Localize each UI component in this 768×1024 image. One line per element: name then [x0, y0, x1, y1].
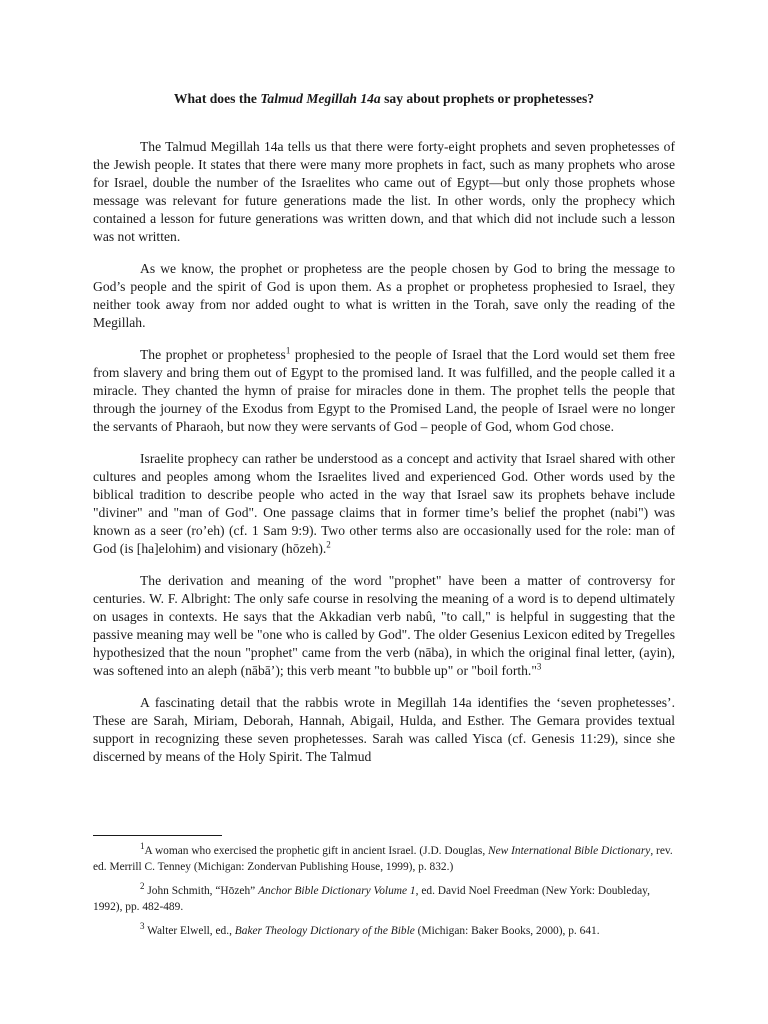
- footnote-title: New International Bible Dictionary: [488, 845, 651, 857]
- paragraph-6-text: A fascinating detail that the rabbis wrote in Megillah 14a identifies the ‘seven prophetesses’. These are Sarah, Miriam, Deborah, Hannah, Abigail, Hulda, and Esther. The Gemara provides textual support in recognizing these seven prophetesses. Sarah was called Yisca (cf. Genesis 11:29), since she discerned by means of the Holy Spirit. The Talmud: [93, 695, 675, 764]
- footnote-3: [93, 923, 675, 939]
- paragraph-3: [93, 346, 675, 436]
- footnote-text: (Michigan: Baker Books, 2000), p. 641.: [414, 925, 600, 937]
- footnote-text: A woman who exercised the prophetic gift in ancient Israel. (J.D. Douglas,: [144, 845, 489, 857]
- footnote-number: 2: [140, 881, 145, 892]
- paragraph-5: [93, 572, 675, 680]
- footnote-text: Walter Elwell, ed.,: [144, 925, 235, 937]
- title-text-after: say about prophets or prophetesses?: [380, 91, 595, 106]
- footnote-title: Anchor Bible Dictionary Volume 1: [258, 885, 416, 897]
- footnote-2: [93, 883, 675, 915]
- paragraph-5-text: The derivation and meaning of the word "prophet" have been a matter of controversy for centuries. W. F. Albright: The only safe course in resolving the meaning of a word is to depend ultimately on usages in contexts. He says that the Akkadian verb nabû, "to call," is helpful in suggesting that the passive meaning may well be "one who is called by God". The older Gesenius Lexicon edited by Tregelles hypothesized that the noun "prophet" came from the verb (nāba), in which the original final letter, (ayin), was softened into an aleph (nābā’); this verb meant "to bubble up" or "boil forth.": [93, 573, 675, 678]
- document-body: [93, 138, 675, 780]
- footnote-number: 3: [140, 921, 145, 932]
- paragraph-2: [93, 260, 675, 332]
- paragraph-2-text: As we know, the prophet or prophetess are the people chosen by God to bring the message to God’s people and the spirit of God is upon them. As a prophet or prophetess prophesied to Israel, they neither took away from nor added ought to what is written in the Torah, save only the reading of the Megillah.: [93, 261, 675, 330]
- footnote-number: 1: [140, 841, 145, 852]
- title-text-before: What does the: [173, 91, 261, 106]
- footnote-separator: [93, 835, 222, 836]
- footnotes: [93, 843, 675, 947]
- paragraph-1: [93, 138, 675, 246]
- footnote-text: , rev. ed. Merrill C. Tenney (Michigan: Zondervan Publishing House, 1999), p. 832.): [93, 845, 673, 873]
- footnote-text: John Schmith, “Hōzeh”: [144, 885, 259, 897]
- title-text-italic: Talmud Megillah 14a: [260, 91, 381, 106]
- footnote-1: [93, 843, 675, 875]
- footnote-ref-1[interactable]: 1: [285, 345, 291, 356]
- footnote-ref-3[interactable]: 3: [536, 661, 542, 672]
- footnote-ref-2[interactable]: 2: [326, 539, 331, 550]
- footnote-title: Baker Theology Dictionary of the Bible: [234, 925, 415, 937]
- document-title: [0, 90, 768, 108]
- paragraph-3-text-b: prophesied to the people of Israel that the Lord would set them free from slavery and bring them out of Egypt to the promised land. It was fulfilled, and the people called it a miracle. They chanted the hymn of praise for miracles done in them. The prophet tells the people that through the journey of the Exodus from Egypt to the Promised Land, the people of Israel were no longer the servants of Pharaoh, but now they were servants of God – people of God, whom God chose.: [93, 347, 675, 434]
- paragraph-4-text: Israelite prophecy can rather be understood as a concept and activity that Israel shared with other cultures and peoples among whom the Israelites lived and experienced God. Other words used by the biblical tradition to describe people who acted in the way that Israel saw its prophets behave include "diviner" and "man of God". One passage claims that in former time’s belief the prophet (nabi") was known as a seer (ro’eh) (cf. 1 Sam 9:9). Two other terms also are occasionally used for the role: man of God (is [ha]elohim) and visionary (hōzeh).: [93, 451, 675, 556]
- paragraph-6: [93, 694, 675, 766]
- footnote-text: , ed. David Noel Freedman (New York: Doubleday, 1992), pp. 482-489.: [93, 885, 650, 913]
- paragraph-3-text-a: The prophet or prophetess: [140, 347, 286, 362]
- paragraph-1-text: The Talmud Megillah 14a tells us that there were forty-eight prophets and seven prophetesses of the Jewish people. It states that there were many more prophets in fact, such as many prophets who arose for Israel, double the number of the Israelites who came out of Egypt—but only those prophets whose message was relevant for future generations made the list. In other words, only the prophecy which contained a lesson for future generations was written down, and that which did not include such a lesson was not written.: [93, 139, 675, 244]
- paragraph-4: [93, 450, 675, 558]
